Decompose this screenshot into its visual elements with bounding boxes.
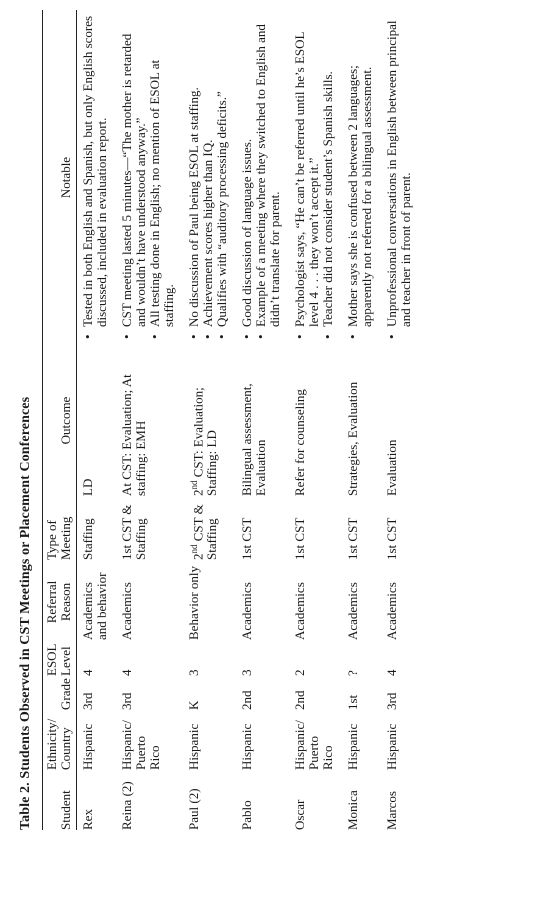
cell-referral: Academics <box>239 582 254 640</box>
cell-outcome: LD <box>80 478 95 496</box>
table-row <box>184 10 237 830</box>
cell-grade: 1st <box>345 694 360 710</box>
cell-esol: 4 <box>80 669 95 676</box>
cell-referral: Behavior only <box>186 565 201 640</box>
cell-notable <box>184 10 237 341</box>
notable-list <box>346 14 374 341</box>
cell-outcome: Bilingual assessment, Evaluation <box>239 383 268 496</box>
header-notable: Notable <box>43 10 77 341</box>
cell-notable <box>237 10 290 341</box>
cell-referral: Academics <box>119 582 134 640</box>
cell-notable <box>117 10 184 341</box>
cell-outcome: Evaluation <box>384 439 399 496</box>
cell-referral: Academics <box>384 582 399 640</box>
cell-notable <box>382 10 421 341</box>
cell-ethnicity: Hispanic/ Puerto Rico <box>119 720 162 770</box>
cell-referral: Academics <box>292 582 307 640</box>
table-row <box>290 10 343 830</box>
cell-outcome: Refer for counseling <box>292 389 307 496</box>
table-row <box>237 10 290 830</box>
notable-item: • Tested in both English and Spanish, but only English scores discussed, included in evaluation report. <box>81 14 109 341</box>
cell-esol: 3 <box>239 669 254 676</box>
cell-outcome: At CST: Evaluation; At staffing: EMH <box>119 374 148 496</box>
cell-notable <box>77 10 118 341</box>
cell-ethnicity: Hispanic <box>345 723 360 770</box>
cell-notable <box>290 10 343 341</box>
notable-item: • Psychologist says, “He can’t be referred until he’s ESOL level 4 . . . they won’t accept it.” <box>293 14 321 341</box>
cell-type: 1st CST <box>345 517 360 560</box>
cell-esol: 2 <box>292 669 307 676</box>
header-type: Type of Meeting <box>43 496 77 560</box>
notable-list <box>385 14 413 341</box>
notable-item: • Qualifies with “auditory processing deficits.” <box>215 14 229 341</box>
notable-item: • Teacher did not consider student’s Spanish skills. <box>321 14 335 341</box>
notable-list <box>293 14 335 341</box>
header-student: Student <box>43 770 77 830</box>
header-esol: ESOL Level <box>43 640 77 676</box>
cell-esol: 4 <box>384 669 399 676</box>
cell-grade: 3rd <box>80 692 95 710</box>
cell-ethnicity: Hispanic <box>384 723 399 770</box>
cell-grade: 2nd <box>292 690 307 710</box>
header-outcome: Outcome <box>43 341 77 496</box>
cell-type: 1st CST <box>239 517 254 560</box>
notable-item: • Mother says she is confused between 2 languages; apparently not referred for a bilingual assessment. <box>346 14 374 341</box>
notable-item: • No discussion of Paul being ESOL at staffing. <box>187 14 201 341</box>
cell-type: 2nd CST & Staffing <box>189 504 220 560</box>
notable-item: • CST meeting lasted 5 minutes—“The mother is retarded and wouldn’t have understood anyway.” <box>120 14 148 341</box>
header-grade: Grade <box>43 676 77 710</box>
notable-item: • Unprofessional conversations in English between principal and teacher in front of parent. <box>385 14 413 341</box>
notable-item: • Achievement scores higher than IQ. <box>201 14 215 341</box>
cell-esol: 4 <box>119 669 134 676</box>
notable-item: • Good discussion of language issues. <box>240 14 254 341</box>
cell-student: Pablo <box>239 800 254 830</box>
cell-referral: Academics <box>345 582 360 640</box>
cell-grade: 3rd <box>384 692 399 710</box>
cell-outcome: Strategies, Evaluation <box>345 381 360 496</box>
table-row <box>382 10 421 830</box>
cell-grade: K <box>186 700 201 710</box>
cell-type: 1st CST <box>292 517 307 560</box>
cell-referral: Academics and behavior <box>80 572 109 640</box>
table-row <box>117 10 184 830</box>
notable-list <box>240 14 282 341</box>
notable-list <box>120 14 176 341</box>
cell-student: Oscar <box>292 799 307 830</box>
header-referral: Referral Reason <box>43 560 77 640</box>
notable-list <box>81 14 109 341</box>
students-table <box>42 10 421 830</box>
cell-ethnicity: Hispanic <box>239 723 254 770</box>
cell-type: 1st CST <box>384 517 399 560</box>
cell-student: Marcos <box>384 791 399 830</box>
cell-type: Staffing <box>80 518 95 560</box>
table-caption: Table 2. Students Observed in CST Meetings or Placement Conferences <box>18 396 33 830</box>
cell-student: Rex <box>80 809 95 830</box>
cell-esol: ? <box>345 670 360 676</box>
table-row <box>343 10 382 830</box>
cell-grade: 2nd <box>239 690 254 710</box>
cell-student: Paul (2) <box>186 788 201 830</box>
table-header <box>43 10 77 830</box>
cell-grade: 3rd <box>119 692 134 710</box>
notable-item: • Example of a meeting where they switched to English and didn’t translate for parent. <box>254 14 282 341</box>
cell-outcome: 2nd CST: Evaluation; Staffing: LD <box>189 387 220 496</box>
cell-esol: 3 <box>186 669 201 676</box>
notable-list <box>187 14 229 341</box>
table-body <box>77 10 422 830</box>
cell-notable <box>343 10 382 341</box>
header-ethnicity: Ethnicity/ Country <box>43 710 77 770</box>
table-row <box>77 10 118 830</box>
cell-ethnicity: Hispanic <box>80 723 95 770</box>
notable-item: • All testing done in English; no mention of ESOL at staffing. <box>148 14 176 341</box>
cell-student: Monica <box>345 790 360 830</box>
cell-student: Reina (2) <box>119 781 134 830</box>
cell-ethnicity: Hispanic <box>186 723 201 770</box>
cell-ethnicity: Hispanic/ Puerto Rico <box>292 720 335 770</box>
cell-type: 1st CST & Staffing <box>119 504 148 560</box>
